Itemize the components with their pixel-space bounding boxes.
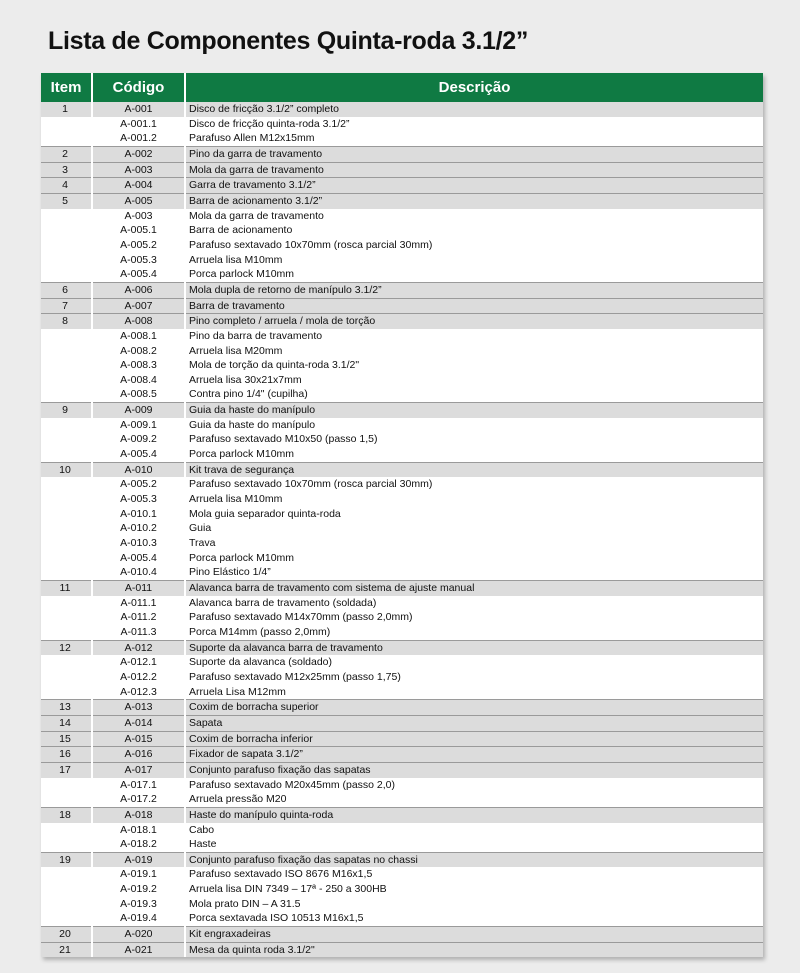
cell-item: 18	[41, 807, 92, 822]
table-row	[41, 610, 763, 625]
cell-description: Parafuso sextavado 10x70mm (rosca parcial 30mm)	[185, 477, 763, 492]
cell-item	[41, 117, 92, 132]
cell-code: A-008.2	[92, 344, 185, 359]
cell-description: Kit engraxadeiras	[185, 927, 763, 943]
cell-description: Porca parlock M10mm	[185, 551, 763, 566]
table-row	[41, 117, 763, 132]
cell-description: Parafuso Allen M12x15mm	[185, 131, 763, 146]
cell-item	[41, 477, 92, 492]
table-row	[41, 731, 763, 747]
cell-item: 4	[41, 178, 92, 194]
cell-code: A-012.2	[92, 670, 185, 685]
cell-code: A-001.2	[92, 131, 185, 146]
cell-item: 14	[41, 715, 92, 731]
cell-item	[41, 837, 92, 852]
cell-description: Mola prato DIN – A 31.5	[185, 897, 763, 912]
cell-item: 5	[41, 193, 92, 208]
cell-item: 15	[41, 731, 92, 747]
cell-code: A-008.5	[92, 387, 185, 402]
cell-item	[41, 267, 92, 282]
cell-code: A-012.1	[92, 655, 185, 670]
cell-item: 13	[41, 700, 92, 716]
cell-description: Mola da garra de travamento	[185, 209, 763, 224]
cell-item	[41, 521, 92, 536]
cell-item: 1	[41, 102, 92, 117]
table-row	[41, 837, 763, 852]
cell-description: Suporte da alavanca barra de travamento	[185, 640, 763, 655]
cell-code: A-011	[92, 581, 185, 596]
cell-description: Guia	[185, 521, 763, 536]
cell-code: A-001	[92, 102, 185, 117]
cell-code: A-012.3	[92, 685, 185, 700]
cell-description: Coxim de borracha inferior	[185, 731, 763, 747]
cell-description: Mesa da quinta roda 3.1/2"	[185, 942, 763, 957]
cell-code: A-003	[92, 209, 185, 224]
table-row	[41, 867, 763, 882]
cell-item	[41, 492, 92, 507]
cell-code: A-004	[92, 178, 185, 194]
cell-description: Fixador de sapata 3.1/2”	[185, 747, 763, 763]
cell-code: A-020	[92, 927, 185, 943]
cell-code: A-009.2	[92, 432, 185, 447]
cell-item	[41, 223, 92, 238]
cell-description: Kit trava de segurança	[185, 462, 763, 477]
cell-description: Arruela lisa M20mm	[185, 344, 763, 359]
table-row	[41, 823, 763, 838]
cell-item: 11	[41, 581, 92, 596]
table-row	[41, 102, 763, 117]
table-row	[41, 462, 763, 477]
cell-code: A-001.1	[92, 117, 185, 132]
table-row	[41, 911, 763, 926]
cell-item	[41, 387, 92, 402]
cell-description: Pino Elástico 1/4”	[185, 565, 763, 580]
cell-item	[41, 329, 92, 344]
cell-description: Guia da haste do manípulo	[185, 418, 763, 433]
cell-code: A-006	[92, 282, 185, 298]
cell-description: Garra de travamento 3.1/2”	[185, 178, 763, 194]
table-row	[41, 655, 763, 670]
cell-item: 17	[41, 762, 92, 777]
cell-code: A-010	[92, 462, 185, 477]
cell-description: Sapata	[185, 715, 763, 731]
cell-item: 16	[41, 747, 92, 763]
cell-code: A-005.3	[92, 492, 185, 507]
table-row	[41, 373, 763, 388]
cell-item	[41, 867, 92, 882]
cell-code: A-019.3	[92, 897, 185, 912]
table-header	[41, 73, 763, 102]
cell-description: Trava	[185, 536, 763, 551]
cell-description: Mola de torção da quinta-roda 3.1/2"	[185, 358, 763, 373]
table-row	[41, 298, 763, 314]
cell-code: A-008.1	[92, 329, 185, 344]
cell-item	[41, 610, 92, 625]
table-row	[41, 551, 763, 566]
table-row	[41, 253, 763, 268]
table-row	[41, 146, 763, 162]
cell-code: A-003	[92, 162, 185, 178]
cell-description: Mola guia separador quinta-roda	[185, 507, 763, 522]
cell-code: A-019.4	[92, 911, 185, 926]
cell-code: A-012	[92, 640, 185, 655]
table-body	[41, 102, 763, 957]
header-description: Descrição	[185, 73, 763, 102]
cell-description: Arruela lisa DIN 7349 – 17ª - 250 a 300HB	[185, 882, 763, 897]
cell-code: A-008	[92, 314, 185, 329]
cell-description: Arruela Lisa M12mm	[185, 685, 763, 700]
cell-item	[41, 565, 92, 580]
table-row	[41, 418, 763, 433]
cell-item: 10	[41, 462, 92, 477]
cell-code: A-002	[92, 146, 185, 162]
table-row	[41, 852, 763, 867]
cell-item	[41, 655, 92, 670]
table-row	[41, 477, 763, 492]
table-row	[41, 942, 763, 957]
cell-description: Cabo	[185, 823, 763, 838]
table-row	[41, 447, 763, 462]
cell-item	[41, 670, 92, 685]
table-row	[41, 223, 763, 238]
cell-description: Conjunto parafuso fixação das sapatas no chassi	[185, 852, 763, 867]
cell-item: 19	[41, 852, 92, 867]
cell-description: Mola dupla de retorno de manípulo 3.1/2”	[185, 282, 763, 298]
table-row	[41, 131, 763, 146]
cell-description: Disco de fricção quinta-roda 3.1/2”	[185, 117, 763, 132]
cell-code: A-018.2	[92, 837, 185, 852]
cell-description: Arruela pressão M20	[185, 792, 763, 807]
cell-description: Porca parlock M10mm	[185, 447, 763, 462]
cell-code: A-007	[92, 298, 185, 314]
cell-description: Alavanca barra de travamento (soldada)	[185, 596, 763, 611]
table-row	[41, 162, 763, 178]
table-row	[41, 927, 763, 943]
cell-item	[41, 358, 92, 373]
cell-description: Coxim de borracha superior	[185, 700, 763, 716]
cell-item: 2	[41, 146, 92, 162]
cell-code: A-021	[92, 942, 185, 957]
cell-description: Parafuso sextavado 10x70mm (rosca parcial 30mm)	[185, 238, 763, 253]
table-row	[41, 267, 763, 282]
cell-code: A-019.2	[92, 882, 185, 897]
cell-code: A-019	[92, 852, 185, 867]
table-row	[41, 178, 763, 194]
table-row	[41, 329, 763, 344]
cell-code: A-010.4	[92, 565, 185, 580]
cell-description: Arruela lisa 30x21x7mm	[185, 373, 763, 388]
cell-item	[41, 823, 92, 838]
header-code: Código	[92, 73, 185, 102]
cell-description: Disco de fricção 3.1/2” completo	[185, 102, 763, 117]
cell-description: Parafuso sextavado M12x25mm (passo 1,75)	[185, 670, 763, 685]
table-row	[41, 685, 763, 700]
cell-code: A-018.1	[92, 823, 185, 838]
table-row	[41, 807, 763, 822]
table-row	[41, 282, 763, 298]
table-row	[41, 209, 763, 224]
cell-item	[41, 897, 92, 912]
table-row	[41, 492, 763, 507]
cell-description: Parafuso sextavado M20x45mm (passo 2,0)	[185, 778, 763, 793]
cell-description: Pino da garra de travamento	[185, 146, 763, 162]
cell-item	[41, 625, 92, 640]
table-row	[41, 403, 763, 418]
cell-item	[41, 209, 92, 224]
cell-code: A-008.4	[92, 373, 185, 388]
table-row	[41, 565, 763, 580]
cell-description: Mola da garra de travamento	[185, 162, 763, 178]
cell-code: A-013	[92, 700, 185, 716]
cell-item: 20	[41, 927, 92, 943]
cell-code: A-017.2	[92, 792, 185, 807]
cell-item: 9	[41, 403, 92, 418]
cell-item	[41, 551, 92, 566]
cell-item	[41, 373, 92, 388]
cell-code: A-008.3	[92, 358, 185, 373]
table-row	[41, 715, 763, 731]
table-row	[41, 792, 763, 807]
cell-code: A-010.1	[92, 507, 185, 522]
cell-description: Alavanca barra de travamento com sistema de ajuste manual	[185, 581, 763, 596]
components-table	[41, 73, 763, 957]
cell-code: A-016	[92, 747, 185, 763]
page-title: Lista de Componentes Quinta-roda 3.1/2”	[48, 27, 529, 55]
cell-description: Barra de acionamento 3.1/2”	[185, 193, 763, 208]
table-row	[41, 344, 763, 359]
cell-code: A-005.1	[92, 223, 185, 238]
table-row	[41, 625, 763, 640]
table-row	[41, 897, 763, 912]
table-row	[41, 432, 763, 447]
cell-description: Haste do manípulo quinta-roda	[185, 807, 763, 822]
table-row	[41, 762, 763, 777]
table-row	[41, 238, 763, 253]
cell-description: Porca M14mm (passo 2,0mm)	[185, 625, 763, 640]
table-row	[41, 747, 763, 763]
cell-code: A-011.1	[92, 596, 185, 611]
table-row	[41, 700, 763, 716]
cell-item	[41, 344, 92, 359]
cell-description: Porca parlock M10mm	[185, 267, 763, 282]
table-row	[41, 521, 763, 536]
cell-item	[41, 685, 92, 700]
table-row	[41, 507, 763, 522]
cell-description: Arruela lisa M10mm	[185, 492, 763, 507]
cell-description: Haste	[185, 837, 763, 852]
cell-code: A-011.3	[92, 625, 185, 640]
cell-code: A-017	[92, 762, 185, 777]
cell-item	[41, 447, 92, 462]
cell-description: Barra de acionamento	[185, 223, 763, 238]
cell-code: A-014	[92, 715, 185, 731]
table-row	[41, 882, 763, 897]
cell-description: Conjunto parafuso fixação das sapatas	[185, 762, 763, 777]
cell-description: Parafuso sextavado ISO 8676 M16x1,5	[185, 867, 763, 882]
cell-code: A-010.2	[92, 521, 185, 536]
table-row	[41, 536, 763, 551]
cell-item	[41, 432, 92, 447]
cell-item: 3	[41, 162, 92, 178]
cell-description: Guia da haste do manípulo	[185, 403, 763, 418]
cell-code: A-005.2	[92, 238, 185, 253]
cell-description: Barra de travamento	[185, 298, 763, 314]
cell-code: A-005.4	[92, 447, 185, 462]
cell-code: A-005.3	[92, 253, 185, 268]
cell-item	[41, 507, 92, 522]
cell-item	[41, 536, 92, 551]
cell-code: A-018	[92, 807, 185, 822]
cell-item	[41, 596, 92, 611]
table-row	[41, 358, 763, 373]
table-row	[41, 314, 763, 329]
cell-code: A-005.2	[92, 477, 185, 492]
cell-item	[41, 253, 92, 268]
components-table-container	[41, 73, 763, 957]
cell-description: Porca sextavada ISO 10513 M16x1,5	[185, 911, 763, 926]
cell-code: A-009	[92, 403, 185, 418]
table-row	[41, 640, 763, 655]
cell-code: A-019.1	[92, 867, 185, 882]
cell-description: Parafuso sextavado M10x50 (passo 1,5)	[185, 432, 763, 447]
cell-item	[41, 238, 92, 253]
cell-description: Pino da barra de travamento	[185, 329, 763, 344]
cell-code: A-015	[92, 731, 185, 747]
cell-item: 7	[41, 298, 92, 314]
table-row	[41, 778, 763, 793]
table-row	[41, 387, 763, 402]
table-row	[41, 193, 763, 208]
cell-item: 21	[41, 942, 92, 957]
cell-code: A-010.3	[92, 536, 185, 551]
table-row	[41, 581, 763, 596]
cell-code: A-009.1	[92, 418, 185, 433]
cell-item	[41, 131, 92, 146]
cell-item	[41, 792, 92, 807]
header-item: Item	[41, 73, 92, 102]
cell-description: Arruela lisa M10mm	[185, 253, 763, 268]
table-row	[41, 670, 763, 685]
cell-item	[41, 911, 92, 926]
cell-code: A-005.4	[92, 267, 185, 282]
cell-description: Contra pino 1/4" (cupilha)	[185, 387, 763, 402]
cell-item	[41, 778, 92, 793]
table-row	[41, 596, 763, 611]
cell-item: 6	[41, 282, 92, 298]
cell-description: Pino completo / arruela / mola de torção	[185, 314, 763, 329]
cell-item	[41, 882, 92, 897]
cell-code: A-017.1	[92, 778, 185, 793]
cell-code: A-005.4	[92, 551, 185, 566]
cell-code: A-005	[92, 193, 185, 208]
cell-description: Suporte da alavanca (soldado)	[185, 655, 763, 670]
cell-item: 8	[41, 314, 92, 329]
cell-code: A-011.2	[92, 610, 185, 625]
header-row	[41, 73, 763, 102]
cell-description: Parafuso sextavado M14x70mm (passo 2,0mm)	[185, 610, 763, 625]
cell-item: 12	[41, 640, 92, 655]
cell-item	[41, 418, 92, 433]
